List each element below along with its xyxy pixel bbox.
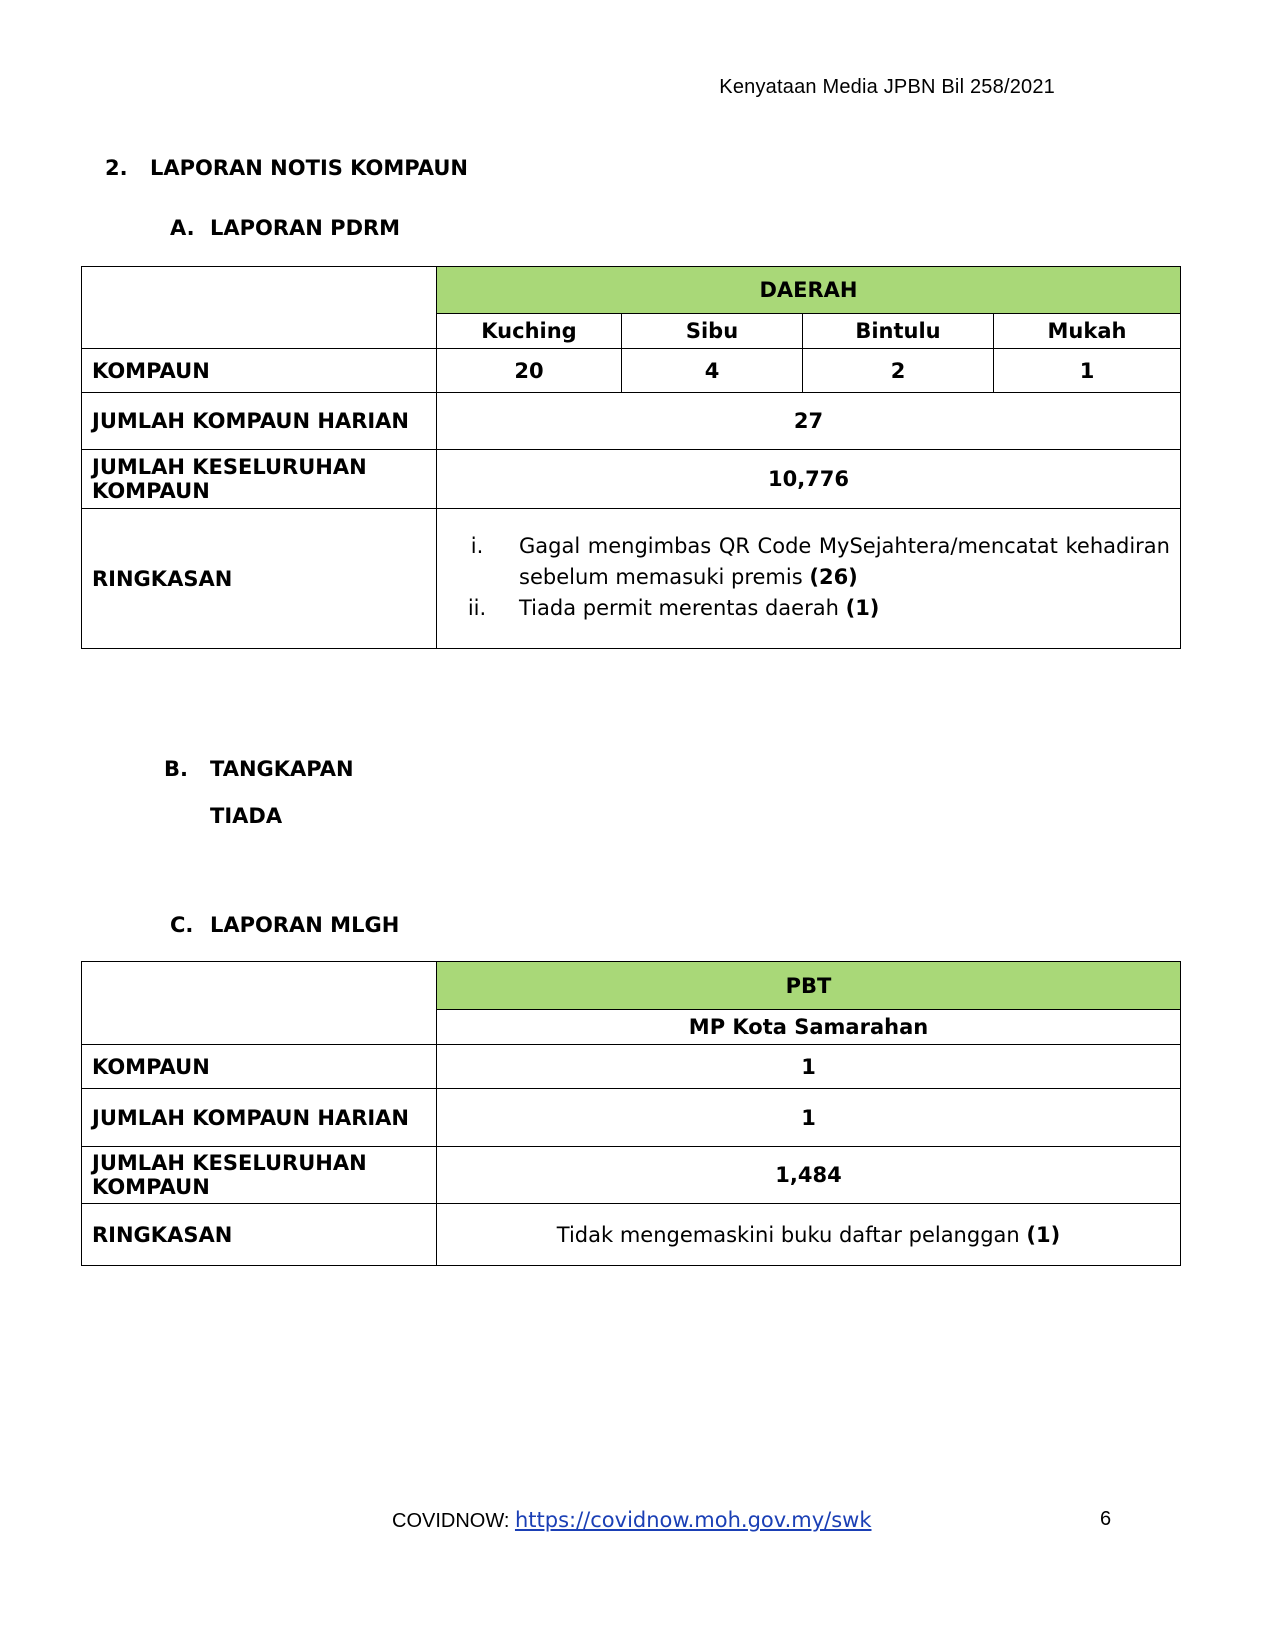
pdrm-heading <box>170 216 400 240</box>
kompaun-label: KOMPAUN <box>82 1045 437 1089</box>
keseluruhan-label-line: KOMPAUN <box>92 1175 210 1199</box>
harian-value: 27 <box>437 393 1181 450</box>
roman-numeral: i. <box>470 534 484 558</box>
keseluruhan-value: 10,776 <box>437 450 1181 509</box>
ringkasan-text: Tidak mengemaskini buku daftar pelanggan <box>556 1222 1020 1247</box>
ringkasan-label: RINGKASAN <box>82 1204 437 1266</box>
footer-prefix: COVIDNOW: <box>392 1510 515 1532</box>
mlgh-table <box>81 961 1181 1266</box>
kompaun-label: KOMPAUN <box>82 349 437 393</box>
document-reference: Kenyataan Media JPBN Bil 258/2021 <box>719 76 1055 98</box>
section-title <box>105 156 468 180</box>
mlgh-heading-text: LAPORAN MLGH <box>210 913 400 937</box>
ringkasan-text: Tiada permit merentas daerah <box>519 596 839 620</box>
authority-header: MP Kota Samarahan <box>437 1010 1181 1045</box>
kompaun-value: 4 <box>622 349 803 393</box>
ringkasan-label: RINGKASAN <box>82 509 437 649</box>
district-header: Mukah <box>994 314 1181 349</box>
tangkapan-heading <box>164 757 354 781</box>
keseluruhan-label-line: JUMLAH KESELURUHAN <box>92 1151 367 1175</box>
pdrm-group-header: DAERAH <box>437 267 1181 314</box>
harian-value: 1 <box>437 1089 1181 1147</box>
tangkapan-letter: B. <box>164 757 188 781</box>
section-number: 2. <box>105 156 128 180</box>
pdrm-table <box>81 266 1181 649</box>
pdrm-heading-text: LAPORAN PDRM <box>210 216 401 240</box>
kompaun-value: 2 <box>803 349 994 393</box>
mlgh-heading <box>170 913 399 937</box>
ringkasan-count: (1) <box>845 596 880 620</box>
section-title-text: LAPORAN NOTIS KOMPAUN <box>150 156 468 180</box>
district-header: Sibu <box>622 314 803 349</box>
ringkasan-list <box>447 531 1170 624</box>
page-number: 6 <box>1100 1508 1112 1530</box>
pdrm-letter: A. <box>170 216 195 240</box>
covidnow-link[interactable]: https://covidnow.moh.gov.my/swk <box>514 1508 872 1532</box>
ringkasan-count: (1) <box>1026 1222 1061 1247</box>
ringkasan-count: (26) <box>809 565 858 589</box>
keseluruhan-label <box>82 450 437 509</box>
kompaun-value: 20 <box>437 349 622 393</box>
keseluruhan-label <box>82 1147 437 1204</box>
ringkasan-item <box>447 531 1170 593</box>
kompaun-value: 1 <box>994 349 1181 393</box>
ringkasan-item <box>447 593 1170 624</box>
keseluruhan-label-line: JUMLAH KESELURUHAN <box>92 455 367 479</box>
district-header: Bintulu <box>803 314 994 349</box>
ringkasan-cell <box>437 509 1181 649</box>
footer <box>392 1508 872 1533</box>
tangkapan-heading-text: TANGKAPAN <box>210 757 354 781</box>
keseluruhan-value: 1,484 <box>437 1147 1181 1204</box>
mlgh-letter: C. <box>170 913 194 937</box>
pdrm-empty-corner <box>82 267 437 349</box>
harian-label: JUMLAH KOMPAUN HARIAN <box>82 393 437 450</box>
mlgh-group-header: PBT <box>437 962 1181 1010</box>
ringkasan-cell <box>437 1204 1181 1266</box>
harian-label: JUMLAH KOMPAUN HARIAN <box>82 1089 437 1147</box>
mlgh-empty-corner <box>82 962 437 1045</box>
district-header: Kuching <box>437 314 622 349</box>
tangkapan-value: TIADA <box>210 804 283 828</box>
ringkasan-text: Gagal mengimbas QR Code MySejahtera/mencatat kehadiran sebelum memasuki premis <box>519 534 1170 589</box>
keseluruhan-label-line: KOMPAUN <box>92 479 210 503</box>
kompaun-value: 1 <box>437 1045 1181 1089</box>
roman-numeral: ii. <box>467 596 487 620</box>
